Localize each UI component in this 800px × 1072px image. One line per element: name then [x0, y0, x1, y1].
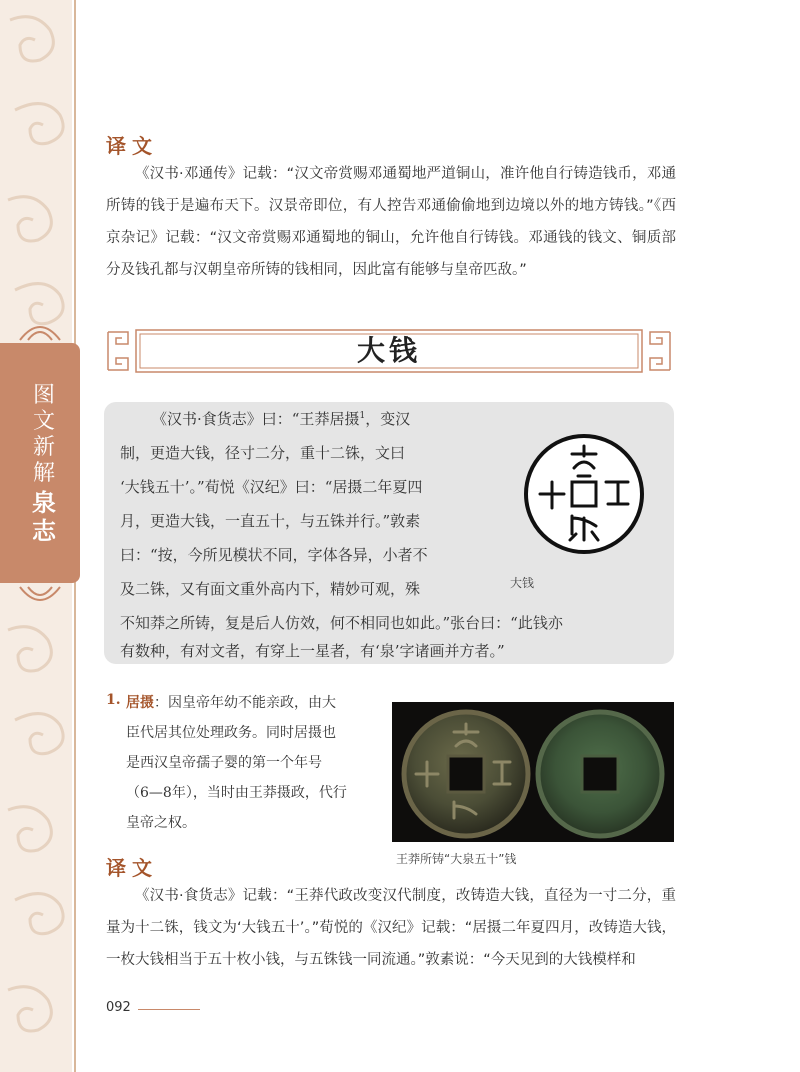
footnote-line: 居摄：因皇帝年幼不能亲政，由大	[126, 695, 336, 711]
translation-paragraph	[106, 158, 676, 286]
quote-line: 曰：“按，今所见模状不同，字体各异，小者不	[120, 546, 428, 564]
quote-line: 有数种，有对文者，有穿上一星者，有‘泉’字诸画并方者。”	[120, 642, 505, 660]
coin-photo	[392, 702, 674, 842]
footnote-marker: 1	[359, 411, 366, 421]
photo-caption: 王莽所铸“大泉五十”钱	[396, 852, 517, 866]
footnote-term: 居摄	[126, 695, 154, 711]
footnote-line: 皇帝之权。	[126, 815, 196, 831]
section-heading: 译文	[106, 856, 158, 880]
quote-line: 及二铢，又有面文重外高内下，精妙可观，殊	[120, 580, 421, 598]
quote-line: 不知莽之所铸，复是后人仿效，何不相同也如此。”张台曰：“此钱亦	[120, 614, 563, 632]
coin-rubbing-image	[522, 432, 646, 556]
footnote-line: 是西汉皇帝孺子婴的第一个年号	[126, 755, 322, 771]
quote-line: ‘大钱五十’。”荀悦《汉纪》曰：“居摄二年夏四	[120, 478, 423, 496]
ornament-top-icon	[18, 320, 62, 342]
footnote-line: （6—8年），当时由王莽摄政，代行	[126, 785, 347, 801]
footnote-number: 1.	[106, 692, 121, 708]
ornament-bottom-icon	[18, 585, 62, 607]
page-number-rule	[138, 1009, 200, 1010]
page-number: 092	[106, 1000, 131, 1015]
book-subtitle: 泉志	[32, 489, 56, 545]
quote-line: 制，更造大钱，径寸二分，重十二铢，文曰	[120, 444, 406, 462]
coin-caption: 大钱	[510, 576, 535, 590]
quote-line: 月，更造大钱，一直五十，与五铢并行。”敦素	[120, 512, 421, 530]
chapter-title-frame	[104, 326, 674, 376]
paragraph-text: 《汉书·食货志》记载：“王莽代政改变汉代制度，改铸造大钱，直径为一寸二分，重量为十二铢，钱文为‘大钱五十’。”荀悦的《汉纪》记载：“居摄二年夏四月，改铸造大钱，一枚大钱相当于五十枚小钱，与五铢钱一同流通。”敦素说：“今天见到的大钱模样和	[106, 888, 676, 968]
translation-paragraph	[106, 880, 676, 976]
book-title: 图文新解	[32, 383, 55, 486]
book-side-tab	[0, 343, 80, 583]
quote-line: 《汉书·食货志》曰：“王莽居摄$^1$，变汉	[152, 410, 411, 428]
section-heading: 译文	[106, 134, 158, 158]
paragraph-text: 《汉书·邓通传》记载：“汉文帝赏赐邓通蜀地严道铜山，准许他自行铸造钱币，邓通所铸的钱于是遍布天下。汉景帝即位，有人控告邓通偷偷地到边境以外的地方铸钱。”《西京杂记》记载：“汉文帝赏赐邓通蜀地的铜山，允许他自行铸钱。邓通钱的钱文、铜质部分及钱孔都与汉朝皇帝所铸的钱相同，因此富有能够与皇帝匹敌。”	[106, 166, 676, 278]
bronze-coins-image	[392, 702, 674, 842]
chapter-title: 大钱	[356, 334, 421, 367]
footnote-line: 臣代居其位处理政务。同时居摄也	[126, 725, 336, 741]
